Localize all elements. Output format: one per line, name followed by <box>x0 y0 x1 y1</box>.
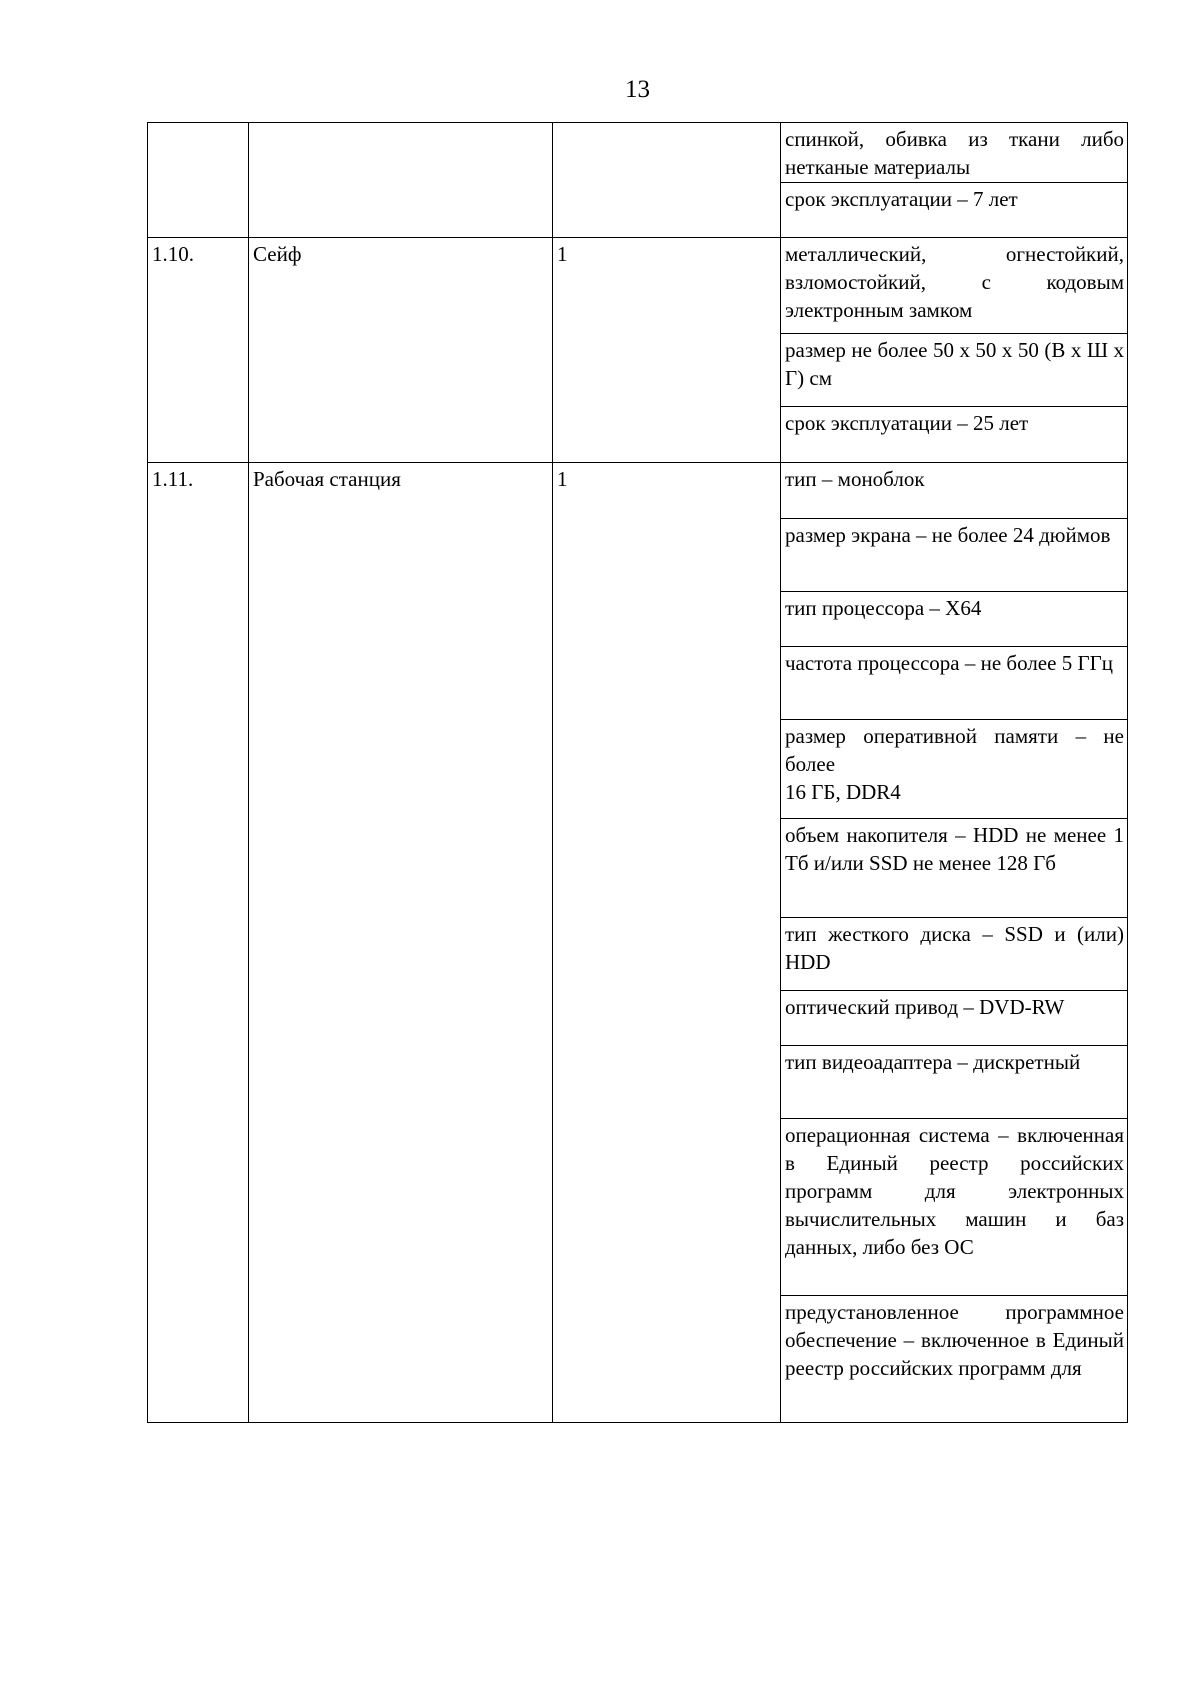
spec-cell: размер экрана – не более 24 дюймов <box>781 519 1128 592</box>
spec-cell: оптический привод – DVD-RW <box>781 991 1128 1046</box>
table-row <box>148 463 1128 519</box>
item-name-cell: Сейф <box>249 238 553 463</box>
table-row <box>148 238 1128 334</box>
item-qty-cell: 1 <box>553 238 781 463</box>
spec-cell: тип видеоадаптера – дискретный <box>781 1046 1128 1119</box>
spec-cell: спинкой, обивка из ткани либо нетканые материалы <box>781 123 1128 183</box>
spec-cell: частота процессора – не более 5 ГГц <box>781 647 1128 720</box>
item-name-cell <box>249 123 553 238</box>
spec-cell: размер оперативной памяти – не более 16 ГБ, DDR4 <box>781 720 1128 819</box>
item-number-cell: 1.10. <box>148 238 249 463</box>
spec-table <box>147 122 1128 1423</box>
spec-cell: металлический, огнестойкий, взломостойкий, с кодовым электронным замком <box>781 238 1128 334</box>
spec-table-body <box>148 123 1128 1423</box>
spec-cell: тип процессора – X64 <box>781 592 1128 647</box>
spec-cell: предустановленное программное обеспечение – включенное в Единый реестр российских программ для <box>781 1296 1128 1423</box>
spec-cell: срок эксплуатации – 7 лет <box>781 183 1128 238</box>
spec-cell: тип жесткого диска – SSD и (или) HDD <box>781 918 1128 991</box>
page-number: 13 <box>625 76 650 103</box>
spec-cell: операционная система – включенная в Единый реестр российских программ для электронных вычислительных машин и баз данных, либо без ОС <box>781 1119 1128 1296</box>
item-qty-cell <box>553 123 781 238</box>
spec-cell: размер не более 50 х 50 х 50 (В х Ш х Г) см <box>781 334 1128 407</box>
item-number-cell: 1.11. <box>148 463 249 1423</box>
spec-cell: объем накопителя – HDD не менее 1 Тб и/или SSD не менее 128 Гб <box>781 819 1128 918</box>
item-name-cell: Рабочая станция <box>249 463 553 1423</box>
table-row <box>148 123 1128 183</box>
item-number-cell <box>148 123 249 238</box>
item-qty-cell: 1 <box>553 463 781 1423</box>
spec-cell: тип – моноблок <box>781 463 1128 519</box>
spec-cell: срок эксплуатации – 25 лет <box>781 407 1128 463</box>
